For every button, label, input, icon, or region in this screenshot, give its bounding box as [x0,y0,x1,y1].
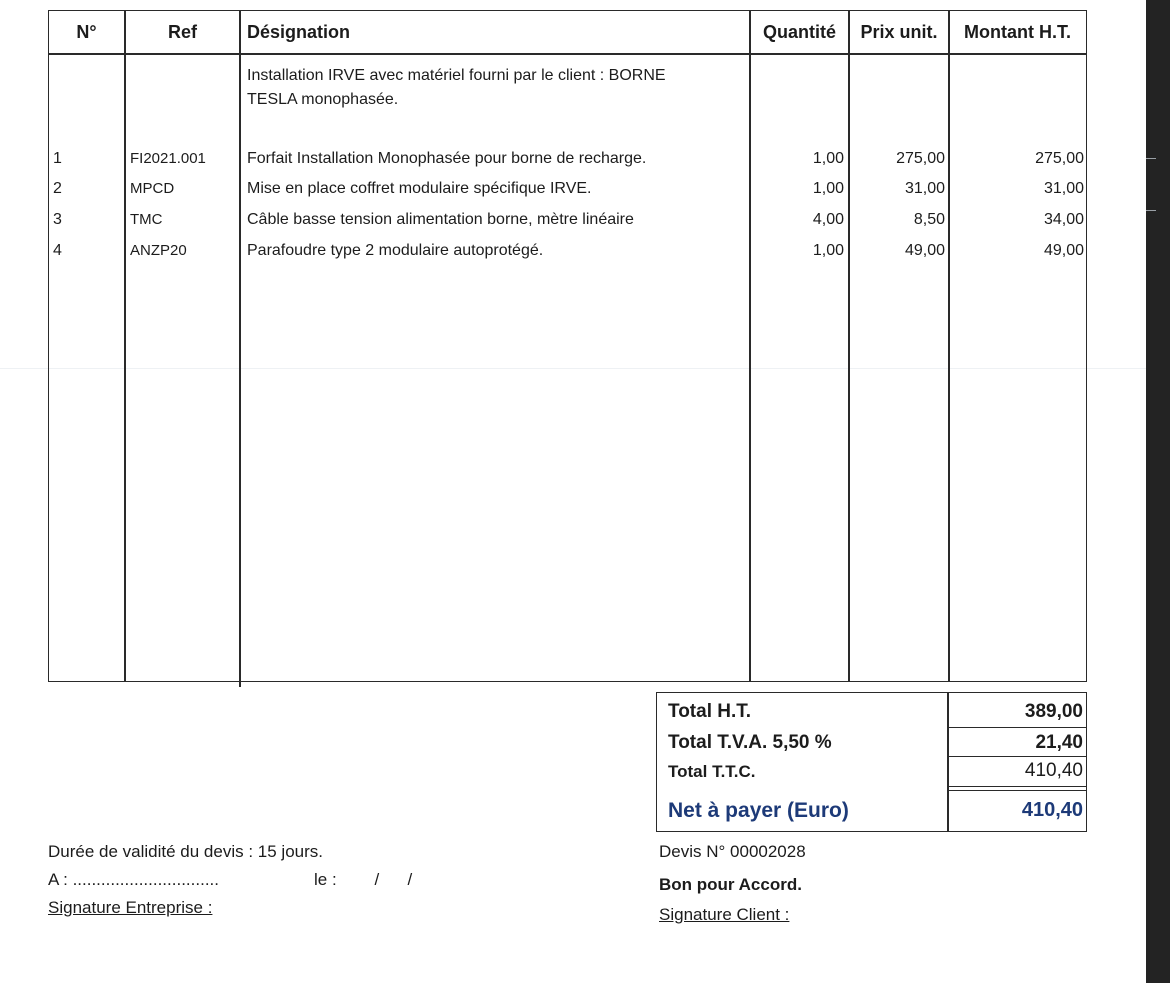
signature-client: Signature Client : [659,905,790,924]
date-field: le : / / [314,870,413,889]
header-no: N° [76,21,97,42]
row-designation: Câble basse tension alimentation borne, mètre linéaire [247,211,634,228]
row-no: 1 [53,150,62,167]
intro-text [247,64,727,112]
row-ref: TMC [130,211,163,228]
row-unit-price: 31,00 [904,180,945,197]
quote-table [48,10,1087,682]
row-quantity: 1,00 [812,180,844,197]
row-amount: 34,00 [1043,211,1084,228]
table-row [49,175,1085,205]
row-no: 4 [53,242,62,259]
agreement-text: Bon pour Accord. [659,875,802,894]
table-row [49,237,1085,267]
total-ttc-label: Total T.T.C. [668,762,756,781]
devis-number: Devis N° 00002028 [659,842,806,861]
row-ref: ANZP20 [130,242,187,259]
row-amount: 31,00 [1043,180,1084,197]
table-row [49,206,1085,236]
header-unit-price: Prix unit. [860,21,938,42]
row-amount: 275,00 [1035,150,1084,167]
row-amount: 49,00 [1043,242,1084,259]
row-unit-price: 8,50 [913,211,945,228]
viewer-side-bar [1146,0,1170,983]
row-ref: FI2021.001 [130,150,206,167]
intro-line: TESLA monophasée. [247,91,399,108]
row-no: 3 [53,211,62,228]
header-amount: Montant H.T. [964,21,1071,42]
total-tva-label: Total T.V.A. 5,50 % [668,732,832,753]
net-to-pay-label: Net à payer (Euro) [668,799,849,822]
net-to-pay-value: 410,40 [1021,799,1083,821]
total-tva-value: 21,40 [1035,732,1083,753]
header-ref: Ref [167,21,197,42]
intro-line: Installation IRVE avec matériel fourni par le client : BORNE [247,67,666,84]
row-no: 2 [53,180,62,197]
row-designation: Mise en place coffret modulaire spécifique IRVE. [247,180,592,197]
row-designation: Parafoudre type 2 modulaire autoprotégé. [247,242,544,259]
signature-company: Signature Entreprise : [48,898,213,917]
total-ttc-value: 410,40 [1024,760,1083,781]
table-row [49,145,1085,175]
validity-text: Durée de validité du devis : 15 jours. [48,842,323,861]
row-quantity: 1,00 [812,242,844,259]
total-ht-label: Total H.T. [668,701,752,722]
header-quantity: Quantité [762,21,836,42]
header-designation: Désignation [247,21,351,42]
row-quantity: 1,00 [812,150,844,167]
totals-box [656,692,1087,832]
row-quantity: 4,00 [812,211,844,228]
row-designation: Forfait Installation Monophasée pour borne de recharge. [247,150,647,167]
row-unit-price: 49,00 [904,242,945,259]
place-field: A : ............................... [48,870,219,889]
row-ref: MPCD [130,180,175,197]
row-unit-price: 275,00 [896,150,945,167]
total-ht-value: 389,00 [1024,701,1083,722]
